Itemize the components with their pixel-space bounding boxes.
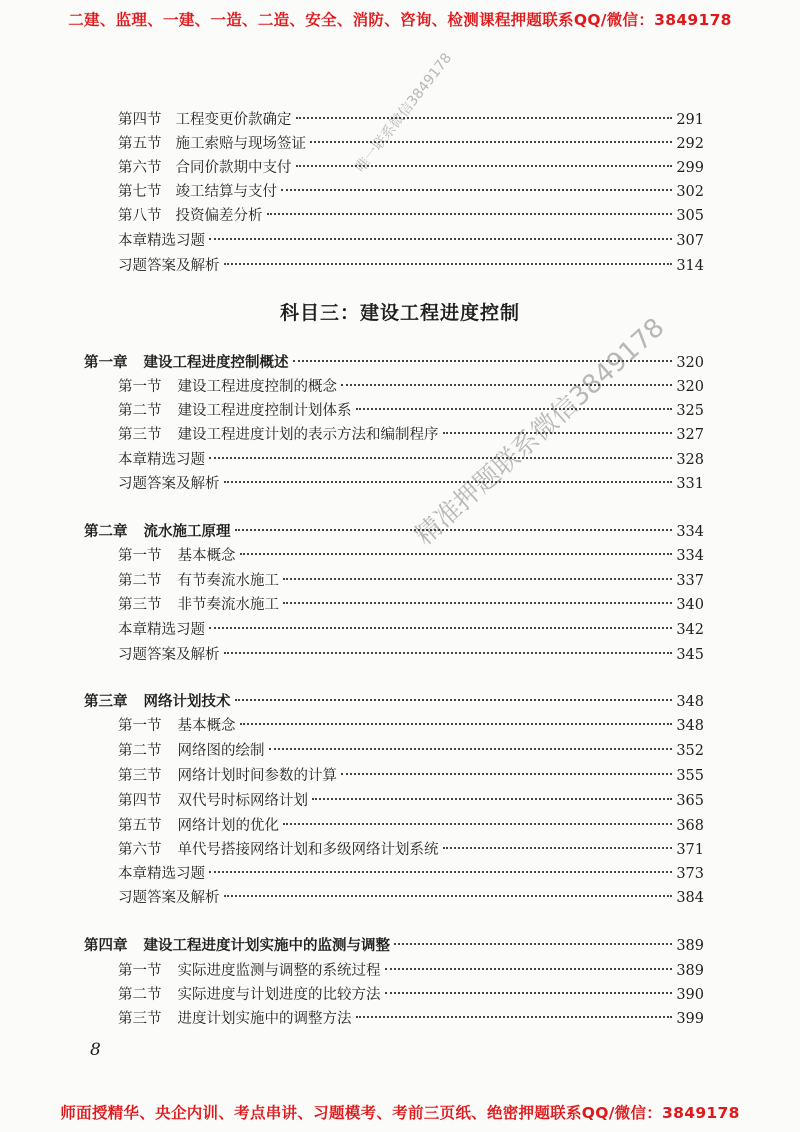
section-title: 进度计划实施中的调整方法	[177, 1011, 352, 1027]
section-title: 网络计划时间参数的计算	[177, 768, 337, 784]
page-ref: 348	[676, 718, 704, 734]
toc-exercise-row[interactable]	[118, 473, 704, 495]
page-ref: 348	[676, 694, 704, 710]
toc-section-row[interactable]	[118, 765, 704, 787]
page-ref: 371	[676, 842, 704, 858]
dot-leader	[283, 602, 672, 604]
section-title: 有节奏流水施工	[177, 573, 279, 589]
dot-leader	[269, 748, 673, 750]
toc-section-row[interactable]	[118, 400, 704, 422]
section-number: 第五节	[118, 136, 162, 152]
dot-leader	[394, 943, 672, 945]
dot-leader	[283, 823, 672, 825]
page-ref: 334	[676, 548, 704, 564]
section-number: 第四节	[118, 793, 162, 809]
dot-leader	[356, 1016, 673, 1018]
toc-section-row[interactable]	[118, 181, 704, 203]
toc-chapter-row[interactable]	[84, 691, 704, 713]
page-ref: 331	[676, 476, 704, 492]
page-ref: 390	[676, 987, 704, 1003]
toc-exercise-row[interactable]	[118, 863, 704, 885]
toc-section-row[interactable]	[118, 1008, 704, 1030]
section-title: 网络计划的优化	[177, 818, 279, 834]
section-number: 第八节	[118, 208, 162, 224]
page-ref: 291	[676, 112, 704, 128]
dot-leader	[240, 553, 673, 555]
chapter-number: 第三章	[84, 693, 128, 710]
section-title: 竣工结算与支付	[175, 184, 277, 200]
toc-exercise-row[interactable]	[118, 619, 704, 641]
toc-section-row[interactable]	[118, 960, 704, 982]
section-number: 第三节	[118, 768, 162, 784]
page-ref: 365	[676, 793, 704, 809]
section-number: 第二节	[118, 573, 162, 589]
dot-leader	[224, 652, 673, 654]
dot-leader	[443, 847, 673, 849]
section-number: 第五节	[118, 818, 162, 834]
section-number: 第三节	[118, 597, 162, 613]
top-promo-banner: 二建、监理、一建、一造、二造、安全、消防、咨询、检测课程押题联系QQ/微信：3849178	[68, 11, 732, 29]
page-ref: 292	[676, 136, 704, 152]
toc-section-row[interactable]	[118, 715, 704, 737]
section-number: 第七节	[118, 184, 162, 200]
page-ref: 337	[676, 573, 704, 589]
page-ref: 342	[676, 622, 704, 638]
page-ref: 345	[676, 647, 704, 663]
section-number: 第四节	[118, 112, 162, 128]
dot-leader	[312, 798, 672, 800]
dot-leader	[209, 871, 672, 873]
dot-leader	[385, 992, 673, 994]
dot-leader	[296, 117, 673, 119]
page-ref: 352	[676, 743, 704, 759]
chapter-number: 第二章	[84, 523, 128, 540]
section-title: 非节奏流水施工	[177, 597, 279, 613]
page-ref: 373	[676, 866, 704, 882]
section-title: 投资偏差分析	[175, 208, 263, 224]
section-number: 第一节	[118, 548, 162, 564]
dot-leader	[209, 627, 672, 629]
chapter-title: 建设工程进度控制概述	[143, 354, 289, 371]
section-title: 单代号搭接网络计划和多级网络计划系统	[177, 842, 439, 858]
section-title: 本章精选习题	[118, 452, 205, 468]
section-title: 建设工程进度计划的表示方法和编制程序	[177, 427, 439, 443]
dot-leader	[341, 384, 672, 386]
dot-leader	[310, 141, 672, 143]
toc-exercise-row[interactable]	[118, 255, 704, 277]
section-title: 实际进度与计划进度的比较方法	[177, 987, 381, 1003]
toc-section-row[interactable]	[118, 545, 704, 567]
section-title: 工程变更价款确定	[175, 112, 292, 128]
section-number: 第六节	[118, 160, 162, 176]
section-title: 合同价款期中支付	[175, 160, 292, 176]
section-title: 网络图的绘制	[177, 743, 265, 759]
section-title: 本章精选习题	[118, 233, 205, 249]
page-ref: 328	[676, 452, 704, 468]
toc-section-row[interactable]	[118, 594, 704, 616]
page-ref: 314	[676, 258, 704, 274]
section-title: 基本概念	[177, 718, 236, 734]
toc-section-row[interactable]	[118, 570, 704, 592]
section-title: 基本概念	[177, 548, 236, 564]
chapter-number: 第一章	[84, 354, 128, 371]
dot-leader	[224, 895, 673, 897]
dot-leader	[356, 408, 673, 410]
toc-section-row[interactable]	[118, 790, 704, 812]
chapter-number: 第四章	[84, 937, 128, 954]
page-ref: 355	[676, 768, 704, 784]
section-title: 双代号时标网络计划	[177, 793, 308, 809]
dot-leader	[283, 578, 672, 580]
section-number: 第三节	[118, 1011, 162, 1027]
chapter-title: 流水施工原理	[143, 523, 231, 540]
toc-section-row[interactable]	[118, 740, 704, 762]
toc-chapter-row[interactable]	[84, 521, 704, 543]
toc-chapter-row[interactable]	[84, 935, 704, 957]
section-title: 习题答案及解析	[118, 476, 220, 492]
section-title: 本章精选习题	[118, 866, 205, 882]
page-ref: 399	[676, 1011, 704, 1027]
toc-section-row[interactable]	[118, 133, 704, 155]
section-number: 第一节	[118, 963, 162, 979]
section-number: 第二节	[118, 987, 162, 1003]
toc-section-row[interactable]	[118, 424, 704, 446]
section-title: 建设工程进度控制的概念	[177, 379, 337, 395]
section-title: 建设工程进度控制计划体系	[177, 403, 352, 419]
dot-leader	[224, 263, 673, 265]
dot-leader	[224, 481, 673, 483]
watermark-small: 唯一联系微信3849178	[352, 50, 456, 176]
toc-section-row[interactable]	[118, 839, 704, 861]
dot-leader	[209, 457, 672, 459]
page-ref: 299	[676, 160, 704, 176]
dot-leader	[385, 968, 673, 970]
section-number: 第三节	[118, 427, 162, 443]
dot-leader	[281, 189, 672, 191]
section-title: 实际进度监测与调整的系统过程	[177, 963, 381, 979]
page-ref: 325	[676, 403, 704, 419]
section-title: 习题答案及解析	[118, 258, 220, 274]
section-number: 第六节	[118, 842, 162, 858]
dot-leader	[209, 238, 672, 240]
toc-exercise-row[interactable]	[118, 887, 704, 909]
section-title: 习题答案及解析	[118, 647, 220, 663]
dot-leader	[240, 723, 673, 725]
bottom-promo-banner: 师面授精华、央企内训、考点串讲、习题模考、考前三页纸、绝密押题联系QQ/微信：3849178	[60, 1104, 740, 1122]
page-ref: 389	[676, 938, 704, 954]
toc-section-row[interactable]	[118, 984, 704, 1006]
page-ref: 302	[676, 184, 704, 200]
page-ref: 384	[676, 890, 704, 906]
page-ref: 340	[676, 597, 704, 613]
page-ref: 307	[676, 233, 704, 249]
section-number: 第一节	[118, 718, 162, 734]
toc-exercise-row[interactable]	[118, 644, 704, 666]
toc-section-row[interactable]	[118, 205, 704, 227]
section-number: 第二节	[118, 743, 162, 759]
section-title: 本章精选习题	[118, 622, 205, 638]
page-ref: 320	[676, 379, 704, 395]
page-ref: 320	[676, 355, 704, 371]
chapter-title: 建设工程进度计划实施中的监测与调整	[143, 937, 390, 954]
page-number: 8	[90, 1040, 101, 1060]
section-title: 习题答案及解析	[118, 890, 220, 906]
watermark-large: 精准押题联系微信3849178	[409, 312, 671, 552]
section-number: 第一节	[118, 379, 162, 395]
page-ref: 334	[676, 524, 704, 540]
page-ref: 389	[676, 963, 704, 979]
dot-leader	[267, 213, 673, 215]
toc-section-row[interactable]	[118, 815, 704, 837]
section-number: 第二节	[118, 403, 162, 419]
chapter-title: 网络计划技术	[143, 693, 231, 710]
page-ref: 327	[676, 427, 704, 443]
page-ref: 368	[676, 818, 704, 834]
toc-exercise-row[interactable]	[118, 230, 704, 252]
section-title: 施工索赔与现场签证	[175, 136, 306, 152]
subject-title: 科目三：建设工程进度控制	[279, 302, 520, 324]
toc-section-row[interactable]	[118, 157, 704, 179]
dot-leader	[235, 699, 673, 701]
toc-exercise-row[interactable]	[118, 449, 704, 471]
page-ref: 305	[676, 208, 704, 224]
dot-leader	[341, 773, 672, 775]
